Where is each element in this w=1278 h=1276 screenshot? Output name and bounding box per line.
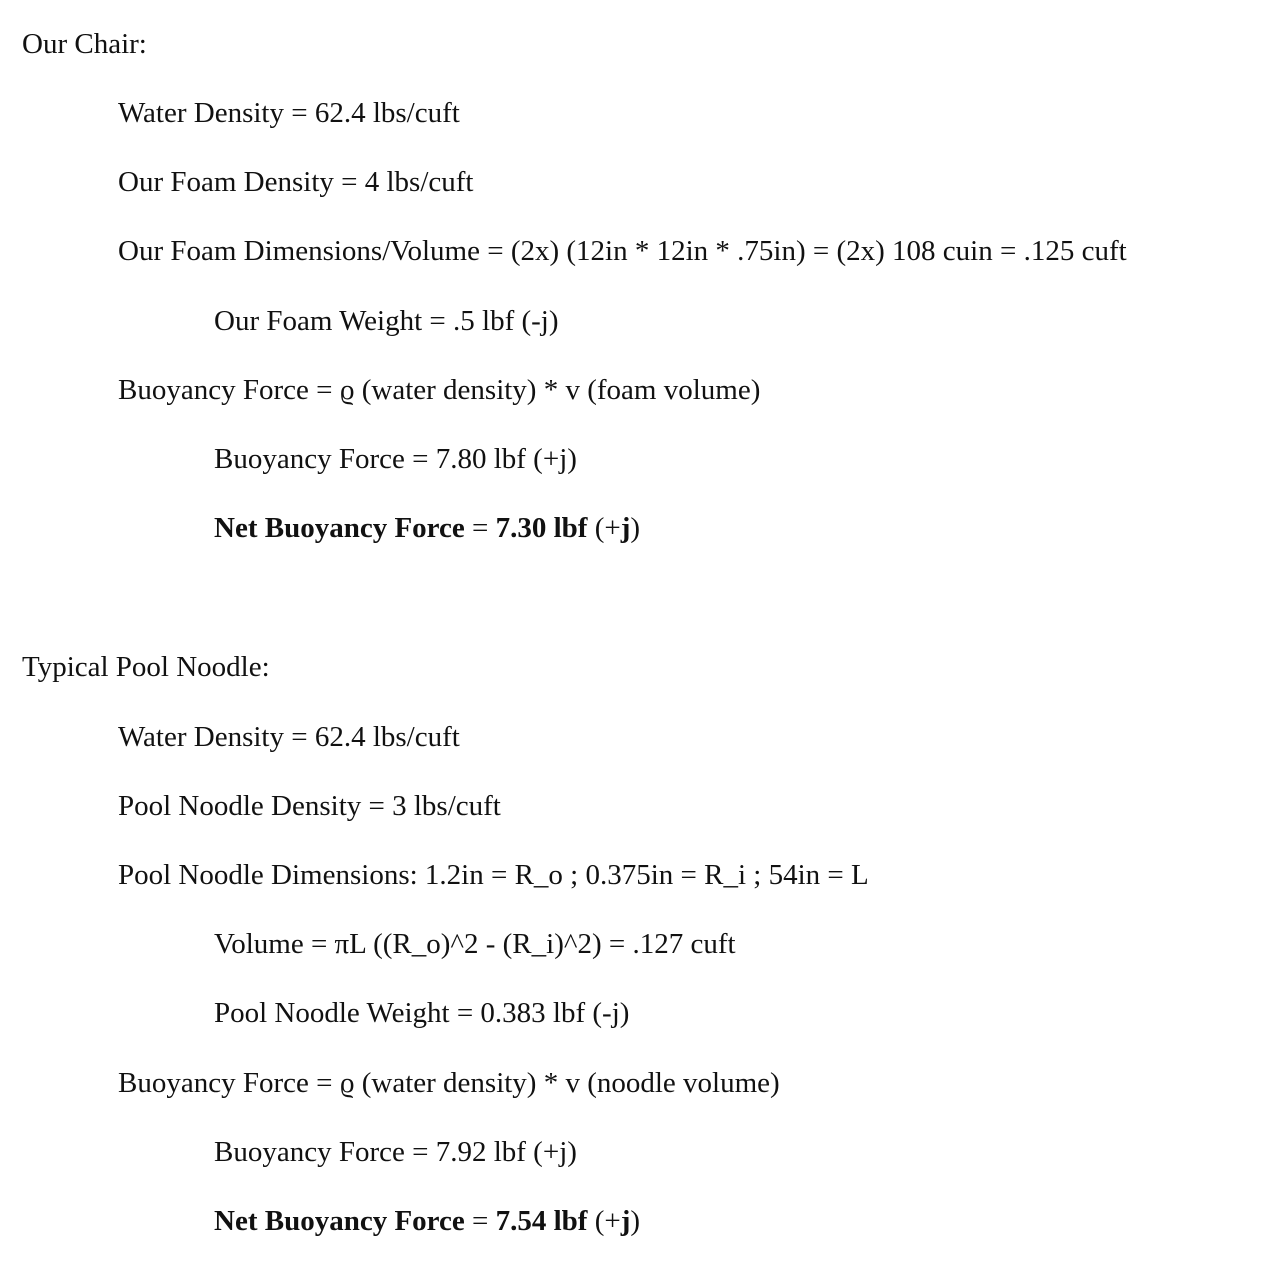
water-density-line: Water Density = 62.4 lbs/cuft bbox=[118, 97, 460, 129]
foam-weight-line: Our Foam Weight = .5 lbf (-j) bbox=[214, 305, 559, 337]
water-density-line: Water Density = 62.4 lbs/cuft bbox=[118, 721, 460, 753]
buoyancy-value-line: Buoyancy Force = 7.92 lbf (+j) bbox=[214, 1136, 577, 1168]
noodle-density-line: Pool Noodle Density = 3 lbs/cuft bbox=[118, 790, 501, 822]
foam-density-line: Our Foam Density = 4 lbs/cuft bbox=[118, 166, 474, 198]
net-buoyancy-value: 7.54 lbf bbox=[495, 1205, 588, 1237]
section-heading-pool-noodle: Typical Pool Noodle: bbox=[22, 651, 270, 683]
net-buoyancy-line bbox=[214, 1203, 640, 1239]
net-buoyancy-line bbox=[214, 510, 640, 546]
noodle-weight-line: Pool Noodle Weight = 0.383 lbf (-j) bbox=[214, 997, 630, 1029]
net-buoyancy-sign-j: j bbox=[620, 1205, 631, 1237]
net-buoyancy-sign-open: (+ bbox=[587, 512, 621, 544]
net-buoyancy-value: 7.30 lbf bbox=[495, 512, 588, 544]
noodle-dimensions-line: Pool Noodle Dimensions: 1.2in = R_o ; 0.375in = R_i ; 54in = L bbox=[118, 859, 869, 891]
net-buoyancy-equals: = bbox=[464, 512, 496, 544]
foam-dimensions-line: Our Foam Dimensions/Volume = (2x) (12in * 12in * .75in) = (2x) 108 cuin = .125 cuft bbox=[118, 235, 1127, 267]
buoyancy-value-line: Buoyancy Force = 7.80 lbf (+j) bbox=[214, 443, 577, 475]
net-buoyancy-label: Net Buoyancy Force bbox=[214, 1205, 465, 1237]
net-buoyancy-label: Net Buoyancy Force bbox=[214, 512, 465, 544]
net-buoyancy-equals: = bbox=[464, 1205, 496, 1237]
net-buoyancy-sign-open: (+ bbox=[587, 1205, 621, 1237]
net-buoyancy-sign-j: j bbox=[620, 512, 631, 544]
net-buoyancy-sign-close: ) bbox=[630, 512, 641, 544]
section-heading-our-chair: Our Chair: bbox=[22, 28, 147, 60]
net-buoyancy-sign-close: ) bbox=[630, 1205, 641, 1237]
buoyancy-formula-line: Buoyancy Force = ϱ (water density) * v (foam volume) bbox=[118, 374, 761, 406]
buoyancy-formula-line: Buoyancy Force = ϱ (water density) * v (noodle volume) bbox=[118, 1067, 780, 1099]
noodle-volume-line: Volume = πL ((R_o)^2 - (R_i)^2) = .127 cuft bbox=[214, 928, 736, 960]
